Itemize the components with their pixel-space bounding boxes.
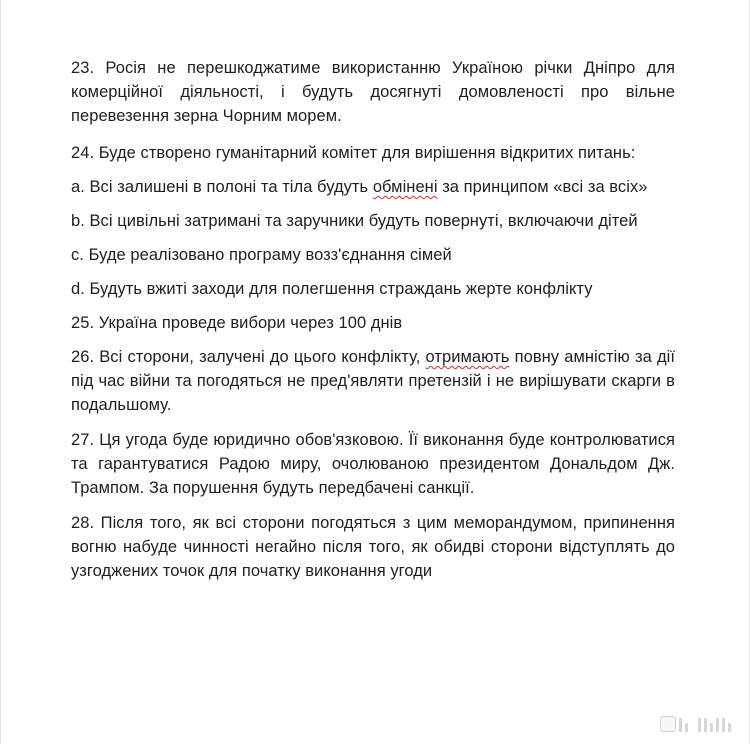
paragraph-28: 28. Після того, як всі сторони погодяться з цим меморандумом, припинення вогню набуде чинності негайно після того, як обидві сторони відступлять до узгоджених точок для початку виконання угоди xyxy=(71,514,675,580)
paragraph-26-end: повну амністію за дії під час війни та погодяться не пред'являти претензій і не вирішувати скарги в подальшому. xyxy=(71,348,675,414)
watermark-bar-icon xyxy=(728,723,731,732)
spellcheck-flagged-word[interactable]: обмінені xyxy=(372,178,438,196)
watermark-bar-icon xyxy=(716,718,719,732)
watermark-bar-icon xyxy=(704,718,707,732)
paragraph-24a-end: за принципом «всі за всіх» xyxy=(437,178,648,196)
paragraph-24a xyxy=(71,175,647,199)
paragraph-26-start: 26. Всі сторони, залучені до цього конфлікту, xyxy=(71,348,426,366)
paragraph-24c: c. Буде реалізовано програму возз'єднання сімей xyxy=(71,246,452,264)
paragraph-24b: b. Всі цивільні затримані та заручники будуть повернуті, включаючи дітей xyxy=(71,212,638,230)
paragraph-24d: d. Будуть вжиті заходи для полегшення страждань жерте конфлікту xyxy=(71,280,593,298)
watermark-square-icon xyxy=(660,716,676,732)
watermark-bar-icon xyxy=(710,723,713,732)
paragraph-25: 25. Україна проведе вибори через 100 днів xyxy=(71,314,403,332)
watermark-bar-icon xyxy=(722,718,725,732)
paragraph-23: 23. Росія не перешкоджатиме використанню Україною річки Дніпро для комерційної діяльності, і будуть досягнуті домовленості про вільне перевезення зерна Чорним морем. xyxy=(71,59,675,125)
watermark-bar-icon xyxy=(679,718,682,732)
paragraph-27: 27. Ця угода буде юридично обов'язковою. Її виконання буде контролюватися та гарантуватися Радою миру, очолюваною президентом Дональдом Дж. Трампом. За порушення будуть передбачені санкції. xyxy=(71,431,675,497)
watermark-bar-icon xyxy=(698,718,701,732)
spellcheck-flagged-word[interactable]: отримають xyxy=(425,348,510,366)
app-watermark-icon xyxy=(660,716,731,732)
paragraph-26 xyxy=(71,345,675,417)
paragraph-24a-start: a. Всі залишені в полоні та тіла будуть xyxy=(71,178,373,196)
paragraph-24: 24. Буде створено гуманітарний комітет для вирішення відкритих питань: xyxy=(71,144,636,162)
watermark-bar-icon xyxy=(685,723,688,732)
